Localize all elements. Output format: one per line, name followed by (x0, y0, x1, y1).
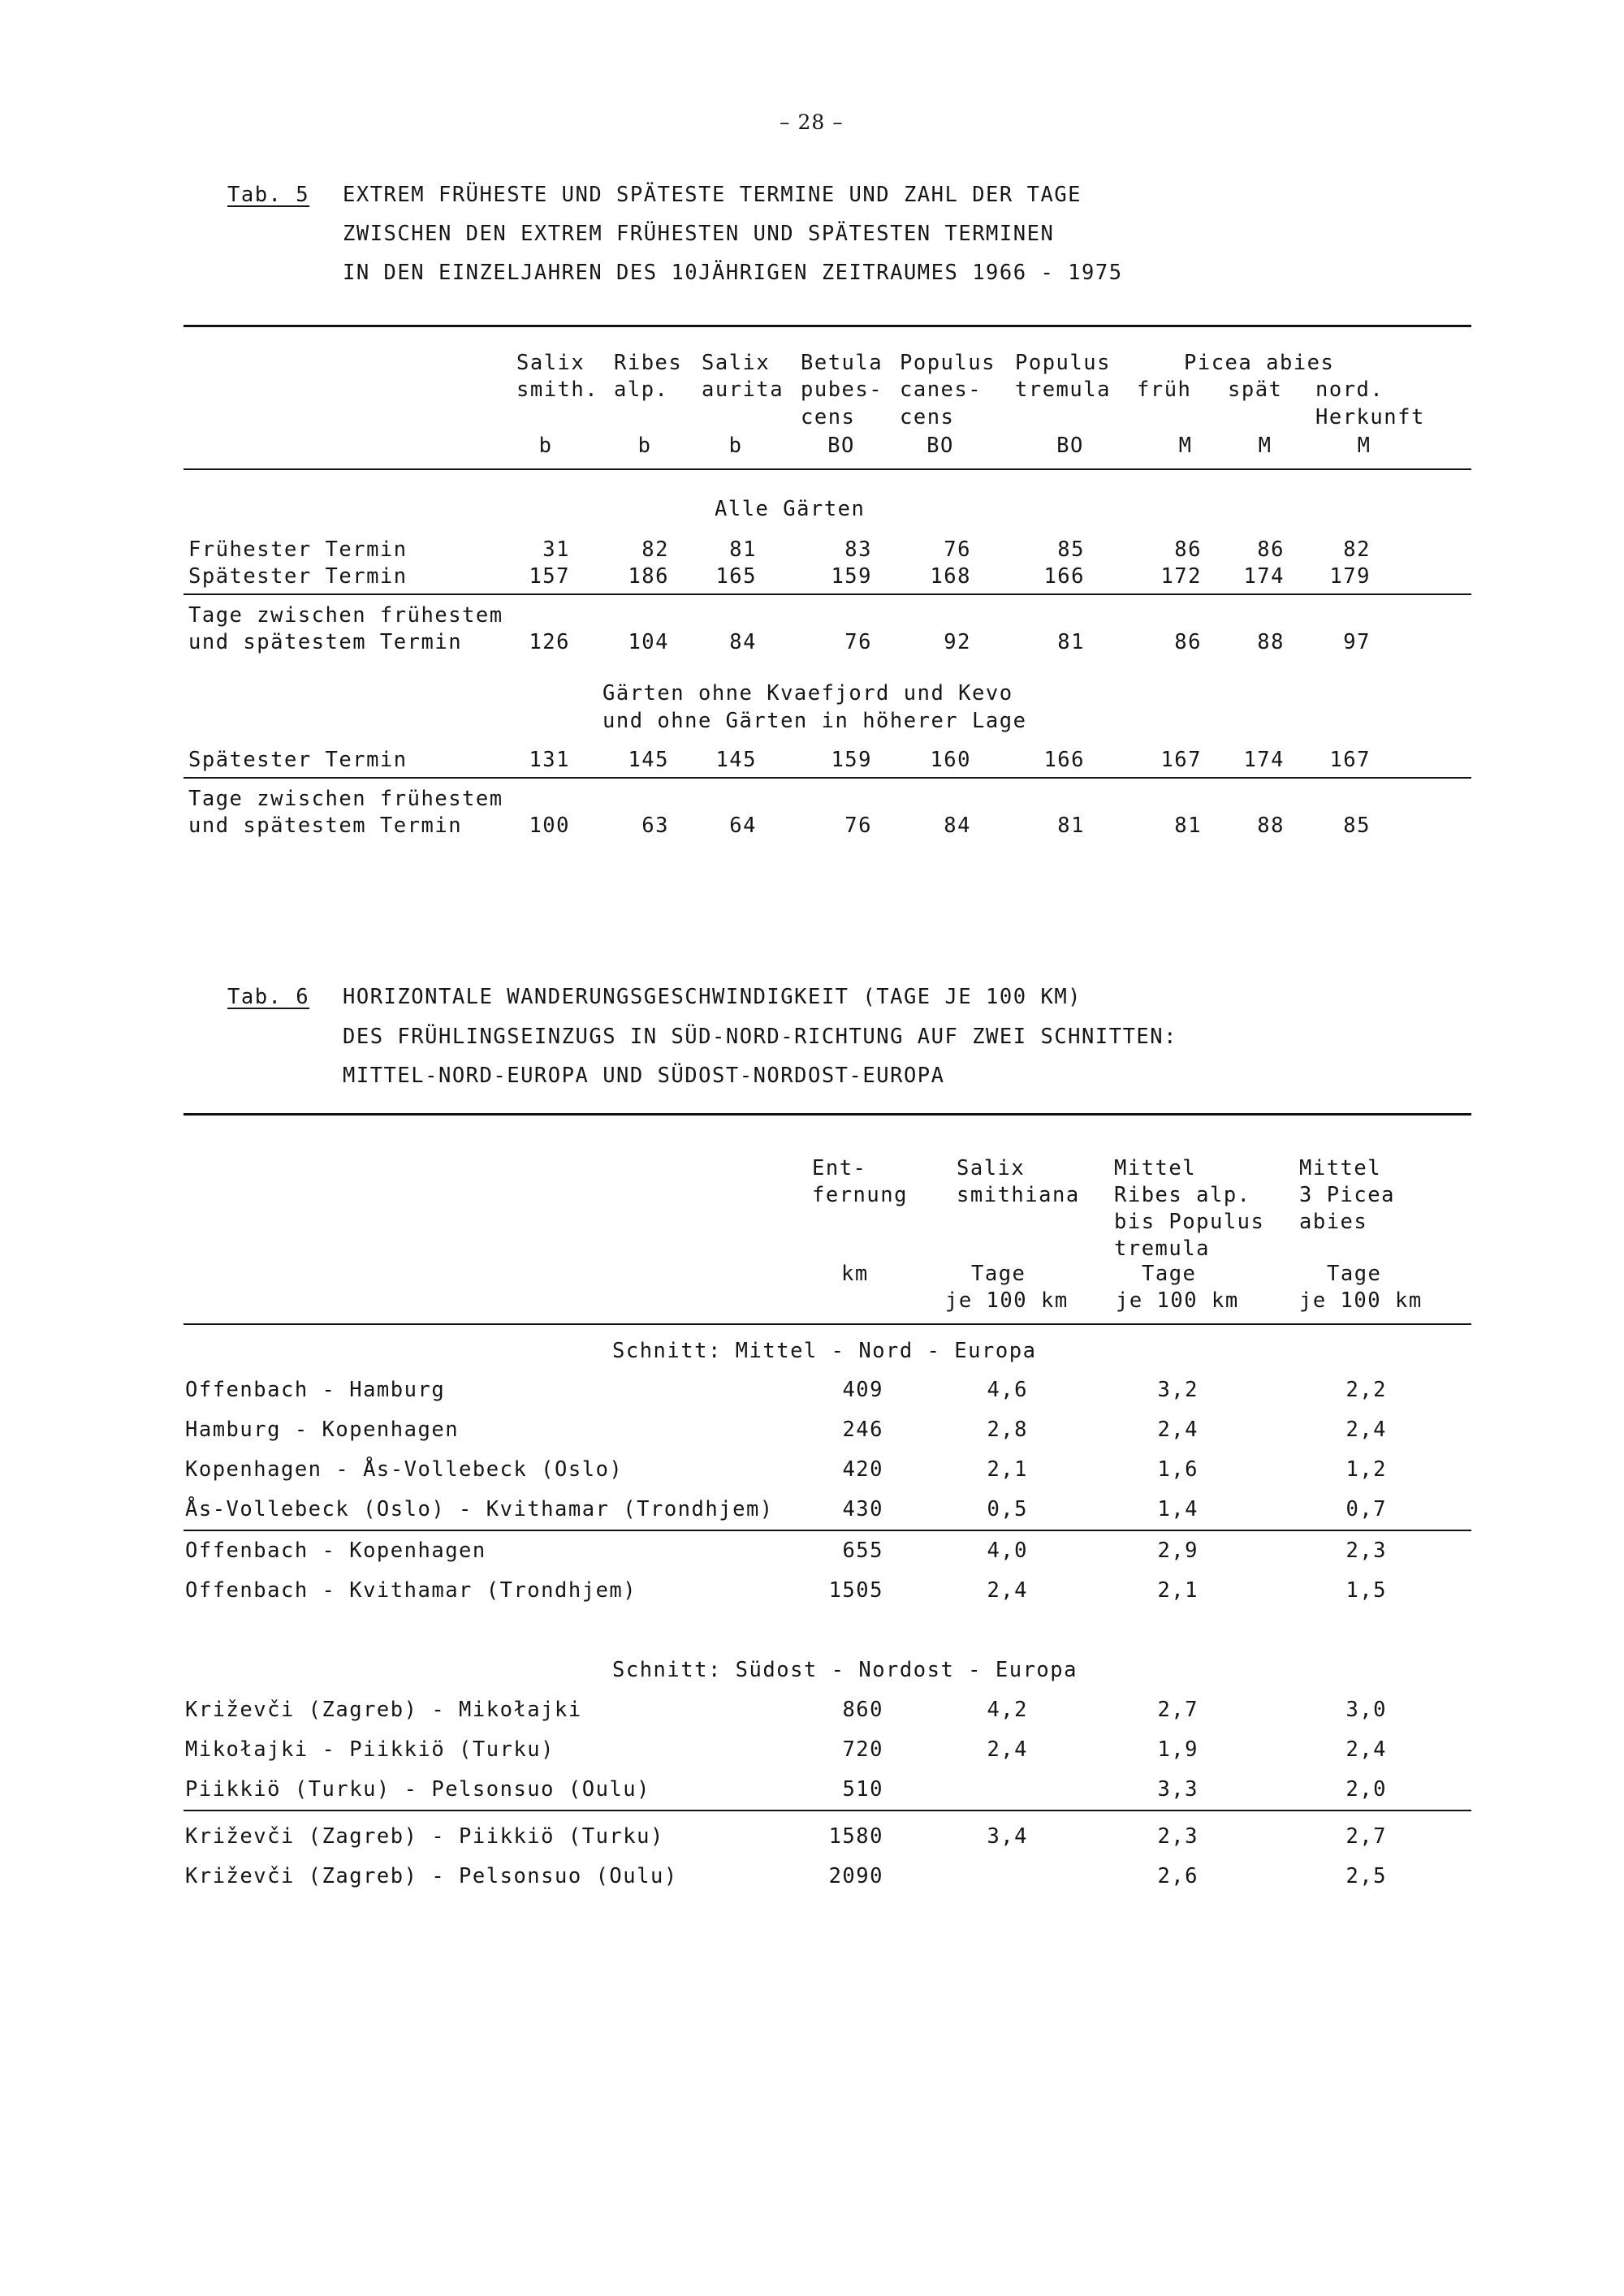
tab5-cell: 160 (930, 748, 971, 772)
tab5-col6-head-2: tremula (1015, 378, 1111, 402)
tab6-cell: 2,0 (1345, 1777, 1387, 1802)
tab5-picea-group-head: Picea abies (1184, 351, 1335, 375)
tab5-col2-head-2: alp. (614, 378, 669, 402)
tab6-cell: 2,3 (1345, 1539, 1387, 1563)
tab5-cell: 85 (1343, 814, 1371, 838)
tab6-route: Offenbach - Hamburg (185, 1378, 446, 1402)
tab6-col3-head-1: Mittel (1114, 1156, 1197, 1180)
tab6-route: Kopenhagen - Ås-Vollebeck (Oslo) (185, 1457, 624, 1482)
tab5-cell: 167 (1160, 748, 1202, 772)
tab6-row-rule (184, 1810, 1471, 1811)
tab5-col4-head-3: cens (801, 405, 856, 429)
tab5-cell: 166 (1043, 748, 1085, 772)
tab6-cell: 1,4 (1157, 1497, 1199, 1521)
tab5-header-rule (184, 468, 1471, 470)
tab5-cell: 168 (930, 564, 971, 589)
tab5-title-line-1: EXTREM FRÜHESTE UND SPÄTESTE TERMINE UND ZAHL DER TAGE (343, 183, 1082, 207)
tab6-cell: 2,4 (1345, 1418, 1387, 1442)
tab5-col2-unit: b (637, 434, 652, 458)
tab6-cell: 1,6 (1157, 1457, 1199, 1482)
tab5-cell: 145 (715, 748, 757, 772)
tab5-col1-head-1: Salix (516, 351, 585, 375)
tab5-col7-head: früh (1137, 378, 1192, 402)
tab6-title-line-1: HORIZONTALE WANDERUNGSGESCHWINDIGKEIT (TAGE JE 100 KM) (343, 985, 1082, 1009)
tab5-cell: 86 (1257, 537, 1285, 562)
tab6-col1-unit: km (841, 1262, 869, 1286)
tab5-col1-unit: b (538, 434, 553, 458)
tab5-cell: 86 (1174, 630, 1202, 654)
tab6-cell: 2,3 (1157, 1824, 1199, 1849)
tab5-cell: 82 (641, 537, 669, 562)
tab5-cell: 88 (1257, 814, 1285, 838)
tab5-section2-label-2: und ohne Gärten in höherer Lage (603, 709, 1027, 733)
tab6-col1-head-2: fernung (812, 1183, 908, 1207)
tab6-route: Ås-Vollebeck (Oslo) - Kvithamar (Trondhjem) (185, 1497, 774, 1521)
tab6-cell: 2090 (828, 1864, 883, 1888)
tab6-cell: 409 (842, 1378, 883, 1402)
tab5-col8-unit: M (1258, 434, 1272, 458)
tab6-col2-head-2: smithiana (957, 1183, 1080, 1207)
tab5-title-line-3: IN DEN EINZELJAHREN DES 10JÄHRIGEN ZEITRAUMES 1966 - 1975 (343, 261, 1123, 285)
tab6-cell: 4,0 (987, 1539, 1028, 1563)
tab6-header-rule (184, 1323, 1471, 1325)
tab6-col2-unit-1: Tage (971, 1262, 1026, 1286)
tab5-col5-head-2: canes- (900, 378, 983, 402)
tab5-col3-unit: b (728, 434, 743, 458)
tab6-route: Piikkiö (Turku) - Pelsonsuo (Oulu) (185, 1777, 650, 1802)
tab5-cell: 179 (1329, 564, 1371, 589)
tab5-col6-unit: BO (1056, 434, 1084, 458)
tab5-cell: 76 (944, 537, 971, 562)
tab6-cell: 860 (842, 1698, 883, 1722)
tab5-col5-unit: BO (926, 434, 954, 458)
tab5-col6-head-1: Populus (1015, 351, 1111, 375)
tab5-col5-head-3: cens (900, 405, 955, 429)
tab6-cell: 3,2 (1157, 1378, 1199, 1402)
tab6-cell: 655 (842, 1539, 883, 1563)
tab6-cell: 2,1 (1157, 1578, 1199, 1603)
tab5-row-label: Spätester Termin (188, 564, 408, 589)
tab5-cell: 81 (729, 537, 757, 562)
tab5-col3-head-2: aurita (702, 378, 784, 402)
tab6-row-rule (184, 1530, 1471, 1531)
tab5-row-rule (184, 777, 1471, 779)
tab5-row-label: Tage zwischen frühestem (188, 787, 503, 811)
tab5-row-label: Tage zwischen frühestem (188, 603, 503, 628)
tab5-cell: 166 (1043, 564, 1085, 589)
tab6-cell: 4,6 (987, 1378, 1028, 1402)
tab6-cell: 0,5 (987, 1497, 1028, 1521)
page-number: – 28 – (780, 110, 844, 134)
tab5-cell: 81 (1057, 630, 1085, 654)
tab6-cell: 510 (842, 1777, 883, 1802)
tab6-cell: 2,2 (1345, 1378, 1387, 1402)
tab6-col3-unit-2: je 100 km (1116, 1288, 1239, 1313)
tab5-cell: 159 (831, 748, 872, 772)
tab5-cell: 92 (944, 630, 971, 654)
tab6-cell: 1,9 (1157, 1737, 1199, 1762)
tab5-row-label: und spätestem Termin (188, 630, 463, 654)
tab6-section1-label: Schnitt: Mittel - Nord - Europa (612, 1339, 1037, 1363)
tab5-cell: 81 (1057, 814, 1085, 838)
tab6-cell: 2,8 (987, 1418, 1028, 1442)
tab5-col7-unit: M (1178, 434, 1193, 458)
tab5-cell: 84 (944, 814, 971, 838)
tab6-route: Offenbach - Kopenhagen (185, 1539, 486, 1563)
tab5-col2-head-1: Ribes (614, 351, 683, 375)
tab6-col4-head-3: abies (1299, 1210, 1368, 1234)
tab5-cell: 172 (1160, 564, 1202, 589)
tab6-title-line-3: MITTEL-NORD-EUROPA UND SÜDOST-NORDOST-EUROPA (343, 1064, 945, 1088)
tab5-col1-head-2: smith. (516, 378, 599, 402)
tab6-cell: 4,2 (987, 1698, 1028, 1722)
tab5-cell: 131 (529, 748, 570, 772)
tab5-cell: 76 (844, 630, 872, 654)
tab6-cell: 430 (842, 1497, 883, 1521)
tab6-cell: 0,7 (1345, 1497, 1387, 1521)
tab5-cell: 86 (1174, 537, 1202, 562)
tab5-cell: 145 (628, 748, 669, 772)
tab5-label: Tab. 5 (227, 183, 310, 207)
tab5-cell: 83 (844, 537, 872, 562)
tab5-col8-head: spät (1228, 378, 1283, 402)
tab6-cell: 1505 (828, 1578, 883, 1603)
tab5-cell: 63 (641, 814, 669, 838)
tab5-col9-head-1: nord. (1315, 378, 1384, 402)
tab5-cell: 64 (729, 814, 757, 838)
tab5-cell: 174 (1243, 564, 1285, 589)
tab5-col3-head-1: Salix (702, 351, 771, 375)
tab5-cell: 174 (1243, 748, 1285, 772)
tab5-cell: 82 (1343, 537, 1371, 562)
tab6-col2-head-1: Salix (957, 1156, 1026, 1180)
tab5-col9-unit: M (1357, 434, 1371, 458)
tab5-title-line-2: ZWISCHEN DEN EXTREM FRÜHESTEN UND SPÄTESTEN TERMINEN (343, 222, 1055, 246)
tab6-col3-head-2: Ribes alp. (1114, 1183, 1251, 1207)
tab5-row-label: Spätester Termin (188, 748, 408, 772)
tab6-cell: 2,6 (1157, 1864, 1199, 1888)
tab6-cell: 2,9 (1157, 1539, 1199, 1563)
tab6-cell: 2,1 (987, 1457, 1028, 1482)
tab6-cell: 2,5 (1345, 1864, 1387, 1888)
tab6-cell: 2,7 (1157, 1698, 1199, 1722)
tab5-cell: 31 (542, 537, 570, 562)
tab6-route: Mikołajki - Piikkiö (Turku) (185, 1737, 555, 1762)
tab5-section2-label-1: Gärten ohne Kvaefjord und Kevo (603, 681, 1013, 706)
tab5-col9-head-2: Herkunft (1315, 405, 1425, 429)
tab6-col1-head-1: Ent- (812, 1156, 867, 1180)
tab5-cell: 165 (715, 564, 757, 589)
tab5-cell: 157 (529, 564, 570, 589)
tab6-cell: 3,3 (1157, 1777, 1199, 1802)
tab6-route: Križevči (Zagreb) - Mikołajki (185, 1698, 582, 1722)
tab6-col3-unit-1: Tage (1142, 1262, 1197, 1286)
tab6-cell: 246 (842, 1418, 883, 1442)
tab6-col3-head-4: tremula (1114, 1236, 1210, 1261)
tab5-cell: 76 (844, 814, 872, 838)
tab5-col4-head-2: pubes- (801, 378, 883, 402)
tab6-route: Križevči (Zagreb) - Pelsonsuo (Oulu) (185, 1864, 678, 1888)
tab5-row-rule (184, 593, 1471, 595)
tab5-cell: 159 (831, 564, 872, 589)
tab5-cell: 186 (628, 564, 669, 589)
tab5-cell: 88 (1257, 630, 1285, 654)
tab6-cell: 420 (842, 1457, 883, 1482)
tab6-cell: 2,4 (1345, 1737, 1387, 1762)
tab6-cell: 1580 (828, 1824, 883, 1849)
tab5-cell: 126 (529, 630, 570, 654)
tab5-col4-head-1: Betula (801, 351, 883, 375)
tab6-route: Hamburg - Kopenhagen (185, 1418, 460, 1442)
tab6-cell: 2,4 (987, 1578, 1028, 1603)
tab5-section1-label: Alle Gärten (715, 497, 866, 521)
tab6-col2-unit-2: je 100 km (945, 1288, 1069, 1313)
tab5-cell: 167 (1329, 748, 1371, 772)
tab5-cell: 81 (1174, 814, 1202, 838)
tab6-cell: 3,4 (987, 1824, 1028, 1849)
tab6-section2-label: Schnitt: Südost - Nordost - Europa (612, 1658, 1078, 1682)
tab6-col4-unit-2: je 100 km (1299, 1288, 1423, 1313)
tab6-cell: 2,4 (987, 1737, 1028, 1762)
tab6-cell: 3,0 (1345, 1698, 1387, 1722)
tab5-cell: 104 (628, 630, 669, 654)
tab5-cell: 85 (1057, 537, 1085, 562)
tab6-cell: 720 (842, 1737, 883, 1762)
tab5-col4-unit: BO (827, 434, 855, 458)
tab5-row-label: und spätestem Termin (188, 814, 463, 838)
tab5-cell: 97 (1343, 630, 1371, 654)
tab5-cell: 84 (729, 630, 757, 654)
tab6-cell: 2,4 (1157, 1418, 1199, 1442)
tab6-col4-unit-1: Tage (1327, 1262, 1382, 1286)
tab6-title-line-2: DES FRÜHLINGSEINZUGS IN SÜD-NORD-RICHTUNG AUF ZWEI SCHNITTEN: (343, 1025, 1177, 1049)
tab6-col4-head-1: Mittel (1299, 1156, 1382, 1180)
tab5-row-label: Frühester Termin (188, 537, 408, 562)
tab5-top-rule (184, 325, 1471, 327)
tab6-cell: 1,5 (1345, 1578, 1387, 1603)
tab6-label: Tab. 6 (227, 985, 310, 1009)
tab5-cell: 100 (529, 814, 570, 838)
tab6-col4-head-2: 3 Picea (1299, 1183, 1395, 1207)
tab6-route: Offenbach - Kvithamar (Trondhjem) (185, 1578, 637, 1603)
tab5-col5-head-1: Populus (900, 351, 996, 375)
tab6-top-rule (184, 1113, 1471, 1116)
tab6-route: Križevči (Zagreb) - Piikkiö (Turku) (185, 1824, 664, 1849)
tab6-cell: 1,2 (1345, 1457, 1387, 1482)
tab6-cell: 2,7 (1345, 1824, 1387, 1849)
tab6-col3-head-3: bis Populus (1114, 1210, 1265, 1234)
